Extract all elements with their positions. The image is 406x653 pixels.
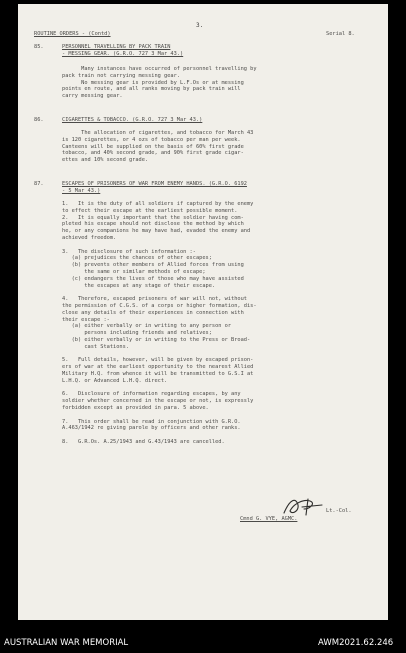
body-line: (a) prejudices the chances of other escapes;: [62, 255, 212, 262]
body-line: tobacco, and 40% second grade, and 90% first grade cigar-: [62, 150, 244, 157]
body-line: he, or any companions he may have had, evaded the enemy and: [62, 228, 251, 235]
body-line: No messing gear is provided by L.F.Os or at messing: [62, 79, 244, 86]
section-85-title-line-2: - MESSING GEAR. (G.R.O. 727 3 Mar 43.): [62, 51, 184, 57]
archive-footer: [0, 620, 406, 653]
page-number: 3.: [196, 22, 204, 29]
body-line: Canteens will be supplied on the basis of 60% first grade: [62, 143, 244, 150]
signature-rank: Lt.-Col.: [326, 508, 352, 514]
body-line: the escapes at any stage of their escape.: [62, 282, 216, 289]
body-line: to effect their escape at the earliest possible moment.: [62, 207, 238, 214]
body-line: 5. Full details, however, will be given by escaped prison-: [62, 357, 254, 364]
footer-institution: AUSTRALIAN WAR MEMORIAL: [4, 638, 129, 648]
body-line: L.H.Q. or Advanced L.H.Q. direct.: [62, 377, 168, 384]
body-line: 1. It is the duty of all soldiers if captured by the enemy: [62, 201, 254, 207]
body-line: forbidden except as provided in para. 5 above.: [62, 405, 209, 411]
section-85-title-line-1: PERSONNEL TRAVELLING BY PACK TRAIN: [62, 44, 171, 50]
body-line: (b) either verbally or in writing to the Press or Broad-: [62, 337, 251, 343]
section-86-number: 86.: [34, 117, 44, 123]
body-line: close any details of their experiences in connection with: [62, 309, 244, 316]
document-page: [18, 4, 388, 620]
header-left: ROUTINE ORDERS - (Contd): [34, 31, 111, 37]
body-line: ers of war at the earliest opportunity to the nearest Allied: [62, 364, 254, 371]
body-line: A.463/1942 re giving parole by officers and other ranks.: [62, 425, 241, 432]
section-87-title-line-2: - 5 Mar 43.): [62, 188, 101, 194]
body-line: achieved freedom.: [62, 235, 117, 241]
body-line: soldier whether concerned in the escape or not, is expressly: [62, 398, 254, 405]
body-line: 6. Disclosure of information regarding escapes, by any: [62, 391, 241, 398]
body-line: persons including friends and relatives;: [62, 330, 212, 337]
body-line: (c) endangers the lives of those who may have assisted: [62, 275, 244, 282]
body-line: pack train not carrying messing gear.: [62, 72, 180, 79]
body-line: the permission of C.G.S. of a corps or higher formation, dis-: [62, 303, 257, 309]
section-85-number: 85.: [34, 44, 44, 50]
body-line: (a) either verbally or in writing to any person or: [62, 323, 232, 330]
body-line: cast Stations.: [62, 343, 129, 350]
body-line: ettes and 10% second grade.: [62, 157, 149, 164]
body-line: the same or similar methods of escape;: [62, 269, 206, 275]
body-line: The allocation of cigarettes, and tobacco for March 43: [62, 130, 254, 136]
body-line: (b) prevents other members of Allied forces from using: [62, 262, 244, 269]
body-line: 4. Therefore, escaped prisoners of war will not, without: [62, 296, 247, 303]
body-line: carry messing gear.: [62, 93, 123, 100]
footer-accession-number: AWM2021.62.246: [318, 638, 394, 648]
body-line: 8. G.R.Os. A.25/1943 and G.43/1943 are cancelled.: [62, 439, 225, 445]
section-87-number: 87.: [34, 181, 44, 187]
body-line: is 120 cigarettes, or 4 ozs of tobacco per man per week.: [62, 136, 241, 143]
signature-name: Cmnd G. VYE, AGMC.: [240, 516, 298, 522]
body-line: pleted his escape should not disclose the method by which: [62, 221, 244, 228]
body-line: Military H.Q. from whence it will be transmitted to G.S.I at: [62, 371, 254, 377]
body-line: 7. This order shall be read in conjunction with G.R.O.: [62, 418, 241, 425]
body-line: points en route, and all ranks moving by pack train will: [62, 86, 241, 93]
section-87-title-line-1: ESCAPES OF PRISONERS OF WAR FROM ENEMY HANDS. (G.R.O. 6192: [62, 181, 247, 187]
section-86-title-line-1: CIGARETTES & TOBACCO. (G.R.O. 727 3 Mar 43.): [62, 117, 203, 123]
body-line: Many instances have occurred of personnel travelling by: [62, 66, 257, 72]
body-line: their escape :-: [62, 316, 110, 323]
body-line: 3. The disclosure of such information :-: [62, 248, 196, 255]
header-right: Serial 8.: [326, 31, 355, 37]
body-line: 2. It is equally important that the soldier having com-: [62, 214, 244, 221]
